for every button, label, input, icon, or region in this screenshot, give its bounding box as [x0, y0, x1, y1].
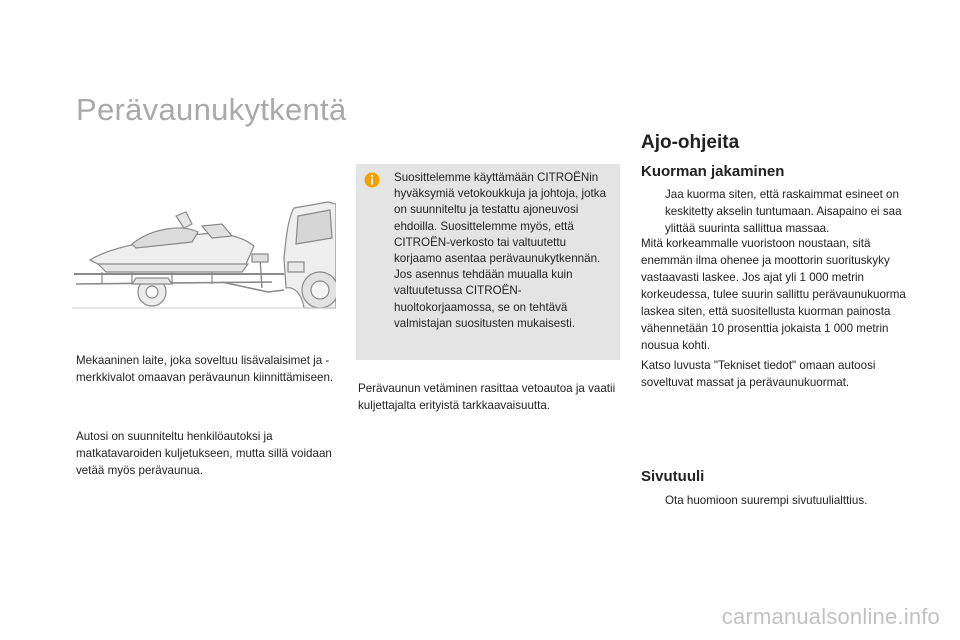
section-heading-driving-tips: Ajo-ohjeita	[641, 132, 740, 153]
subheading-load-distribution: Kuorman jakaminen	[641, 163, 785, 180]
altitude-paragraph: Mitä korkeammalle vuoristoon noustaan, sitä enemmän ilma ohenee ja moottorin suorituskyky vastaavasti laskee. Jos ajat yli 1 000 metrin korkeudessa, tulee suurin sallittu perävaunukuorma laskea siten, että suositellusta kuorman painosta vähennetään 10 prosenttia jokaista 1 000 metrin nousua kohti.	[641, 237, 906, 352]
subheading-crosswind: Sivutuuli	[641, 468, 705, 485]
recommendation-box	[356, 164, 620, 360]
recommendation-text: Suosittelemme käyttämään CITROËNin hyväksymiä vetokoukkuja ja johtoja, jotka on suunniteltu ja testattu ajoneuvosi ehdoilla. Suosittelemme myös, että CITROËN-verkosto tai valtuutettu korjaamo asentaa perävaunukytkennän. Jos asennus tehdään muualla kuin valtuutetussa CITROËN-huoltokorjaamossa, se on tehtävä valmistajan suositusten mukaisesti.	[394, 171, 607, 330]
left-paragraph-1: Mekaaninen laite, joka soveltuu lisävalaisimet ja -merkkivalot omaavan perävaunun kiinnittämiseen.	[76, 354, 334, 384]
list-item	[641, 186, 911, 238]
middle-paragraph: Perävaunun vetäminen rasittaa vetoautoa ja vaatii kuljettajalta erityistä tarkkaavaisuutta.	[358, 382, 616, 412]
jetski-trailer-illustration	[72, 198, 336, 318]
list-item	[641, 492, 911, 510]
bullet-text-crosswind: Ota huomioon suurempi sivutuulialttius.	[665, 494, 868, 507]
bullet-text-load: Jaa kuorma siten, että raskaimmat esineet on keskitetty akselin tuntumaan. Aisapaino ei saa ylittää suurinta sallittua massaa.	[665, 188, 902, 235]
technical-data-paragraph: Katso luvusta "Tekniset tiedot" omaan autoosi soveltuvat massat ja perävaunukuormat.	[641, 359, 876, 389]
page-title: Perävaunukytkentä	[76, 92, 347, 127]
watermark: carmanualsonline.info	[721, 604, 940, 629]
info-icon	[364, 172, 380, 188]
left-paragraph-2: Autosi on suunniteltu henkilöautoksi ja matkatavaroiden kuljetukseen, mutta sillä voidaan vetää myös perävaunua.	[76, 430, 332, 477]
